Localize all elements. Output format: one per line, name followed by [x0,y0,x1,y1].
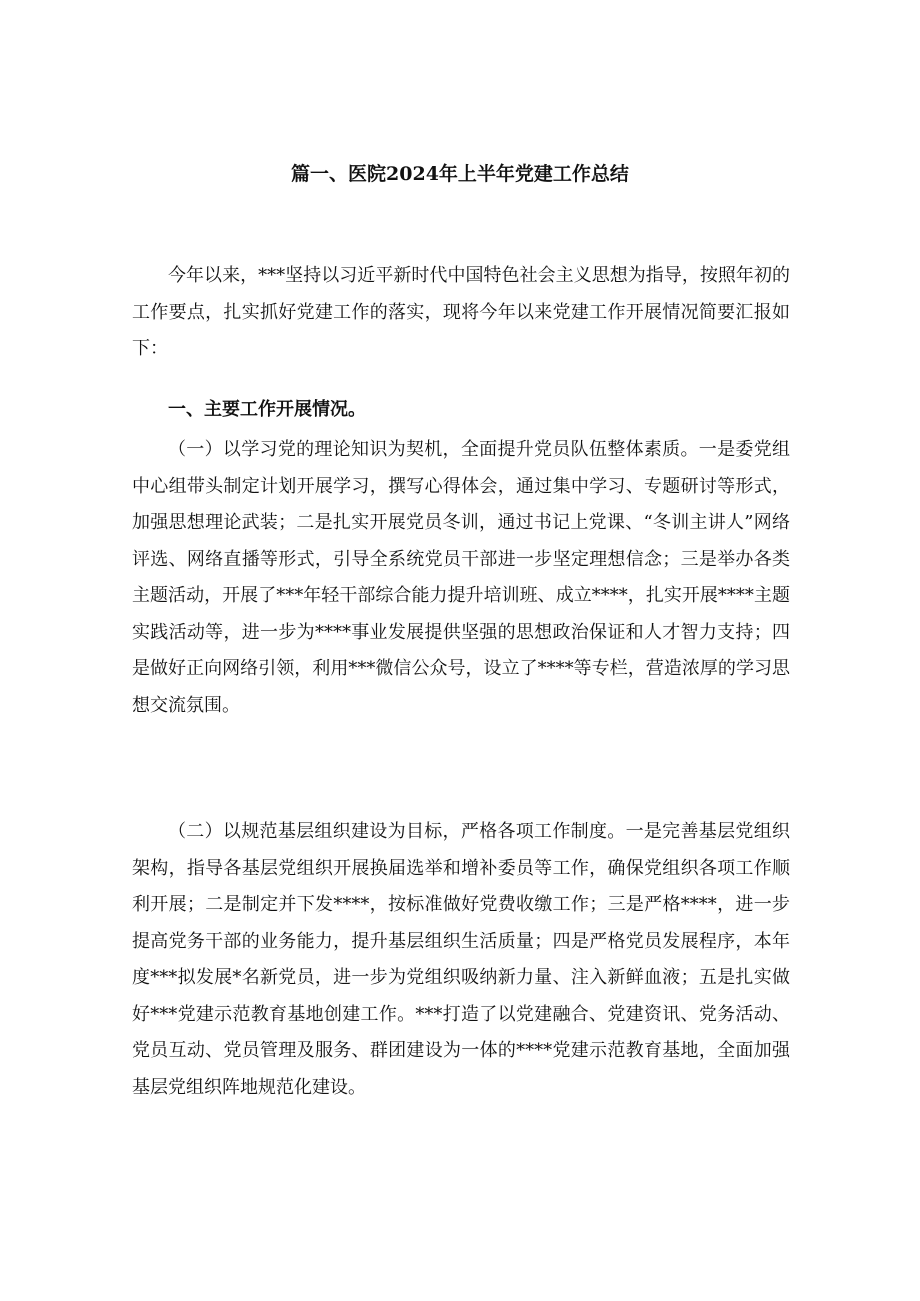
paragraph-study-theory: （一）以学习党的理论知识为契机，全面提升党员队伍整体素质。一是委党组中心组带头制定计划开展学习，撰写心得体会，通过集中学习、专题研讨等形式，加强思想理论武装；二是扎实开展党员冬训，通过书记上党课、“冬训主讲人”网络评选、网络直播等形式，引导全系统党员干部进一步坚定理想信念；三是举办各类主题活动，开展了***年轻干部综合能力提升培训班、成立****，扎实开展****主题实践活动等，进一步为****事业发展提供坚强的思想政治保证和人才智力支持；四是做好正向网络引领，利用***微信公众号，设立了****等专栏，营造浓厚的学习思想交流氛围。 [132,439,790,716]
section-heading: 一、主要工作开展情况。 [168,399,366,420]
paragraph-grassroots-organization: （二）以规范基层组织建设为目标，严格各项工作制度。一是完善基层党组织架构，指导各基层党组织开展换届选举和增补委员等工作，确保党组织各项工作顺利开展；二是制定并下发****，按标准做好党费收缴工作；三是严格****，进一步提高党务干部的业务能力，提升基层组织生活质量；四是严格党员发展程序，本年度***拟发展*名新党员，进一步为党组织吸纳新力量、注入新鲜血液；五是扎实做好***党建示范教育基地创建工作。***打造了以党建融合、党建资讯、党务活动、党员互动、党员管理及服务、群团建设为一体的****党建示范教育基地，全面加强基层党组织阵地规范化建设。 [132,821,790,1098]
intro-paragraph: 今年以来，***坚持以习近平新时代中国特色社会主义思想为指导，按照年初的工作要点，扎实抓好党建工作的落实，现将今年以来党建工作开展情况简要汇报如下： [132,265,790,359]
document-title: 篇一、医院2024年上半年党建工作总结 [291,163,629,185]
